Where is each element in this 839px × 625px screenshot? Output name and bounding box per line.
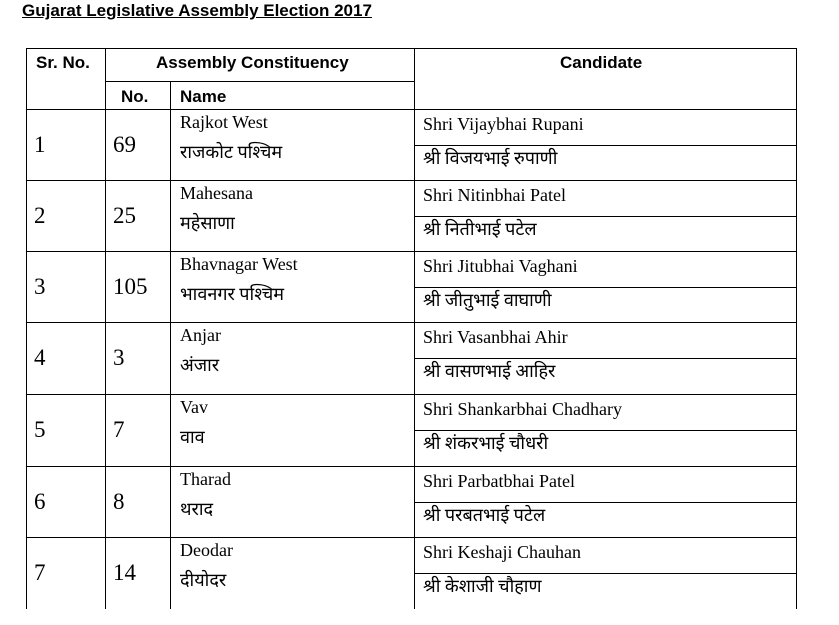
- candidate-name-en: Shri Shankarbhai Chadhary: [423, 399, 622, 419]
- candidate-name-en: Shri Keshaji Chauhan: [423, 542, 581, 562]
- header-no: No.: [121, 87, 149, 106]
- header-candidate: Candidate: [560, 53, 643, 72]
- sr-number: 4: [34, 345, 46, 370]
- constituency-name-en: Mahesana: [180, 183, 253, 203]
- row-divider: [26, 109, 796, 110]
- sr-number: 2: [34, 203, 46, 228]
- header-name: Name: [180, 87, 227, 106]
- sr-number: 6: [34, 489, 46, 514]
- constituency-name-en: Tharad: [180, 469, 231, 489]
- row-divider: [26, 394, 796, 395]
- constituency-name-hi: भावनगर पश्चिम: [180, 284, 285, 304]
- col-divider-sr: [105, 48, 106, 609]
- header-sr-no: Sr. No.: [36, 53, 90, 72]
- header-assembly-constituency: Assembly Constituency: [156, 53, 349, 72]
- col-divider-name: [414, 48, 415, 609]
- candidate-name-hi: श्री केशाजी चौहाण: [423, 576, 542, 596]
- constituency-name-hi: महेसाणा: [180, 213, 235, 233]
- sr-number: 5: [34, 417, 46, 442]
- constituency-name-hi: राजकोट पश्चिम: [180, 142, 283, 162]
- row-divider: [26, 251, 796, 252]
- constituency-name-hi: वाव: [180, 427, 205, 447]
- constituency-number: 3: [113, 345, 125, 370]
- constituency-name-en: Anjar: [180, 325, 221, 345]
- row-divider: [26, 322, 796, 323]
- constituency-name-en: Bhavnagar West: [180, 254, 298, 274]
- constituency-number: 105: [113, 274, 148, 299]
- col-divider-no: [170, 81, 171, 609]
- constituency-name-en: Vav: [180, 397, 208, 417]
- candidate-name-hi: श्री शंकरभाई चौधरी: [423, 433, 549, 453]
- candidate-name-hi: श्री विजयभाई रुपाणी: [423, 148, 558, 168]
- candidate-name-hi: श्री नितीभाई पटेल: [423, 219, 537, 239]
- constituency-number: 7: [113, 417, 125, 442]
- sr-number: 7: [34, 560, 46, 585]
- constituency-number: 69: [113, 132, 136, 157]
- candidate-name-en: Shri Jitubhai Vaghani: [423, 256, 578, 276]
- constituency-number: 14: [113, 560, 136, 585]
- table-border-left: [26, 48, 27, 609]
- page-title: Gujarat Legislative Assembly Election 2017: [22, 1, 372, 20]
- constituency-name-hi: थराद: [180, 499, 214, 519]
- candidate-name-en: Shri Nitinbhai Patel: [423, 185, 566, 205]
- candidate-name-hi: श्री जीतुभाई वाघाणी: [423, 290, 552, 310]
- table-border-right: [796, 48, 797, 609]
- row-divider: [26, 537, 796, 538]
- constituency-name-en: Rajkot West: [180, 112, 268, 132]
- constituency-number: 8: [113, 489, 125, 514]
- candidate-name-hi: श्री वासणभाई आहिर: [423, 361, 556, 381]
- candidate-name-en: Shri Parbatbhai Patel: [423, 471, 575, 491]
- row-divider: [26, 180, 796, 181]
- constituency-name-en: Deodar: [180, 540, 233, 560]
- candidate-name-en: Shri Vijaybhai Rupani: [423, 114, 584, 134]
- header-subline: [105, 81, 414, 82]
- constituency-number: 25: [113, 203, 136, 228]
- constituency-name-hi: अंजार: [180, 355, 220, 375]
- candidate-name-en: Shri Vasanbhai Ahir: [423, 327, 568, 347]
- table-border-top: [26, 48, 796, 49]
- sr-number: 1: [34, 132, 46, 157]
- constituency-name-hi: दीयोदर: [180, 570, 227, 590]
- sr-number: 3: [34, 274, 46, 299]
- row-divider: [26, 466, 796, 467]
- candidate-name-hi: श्री परबतभाई पटेल: [423, 505, 546, 525]
